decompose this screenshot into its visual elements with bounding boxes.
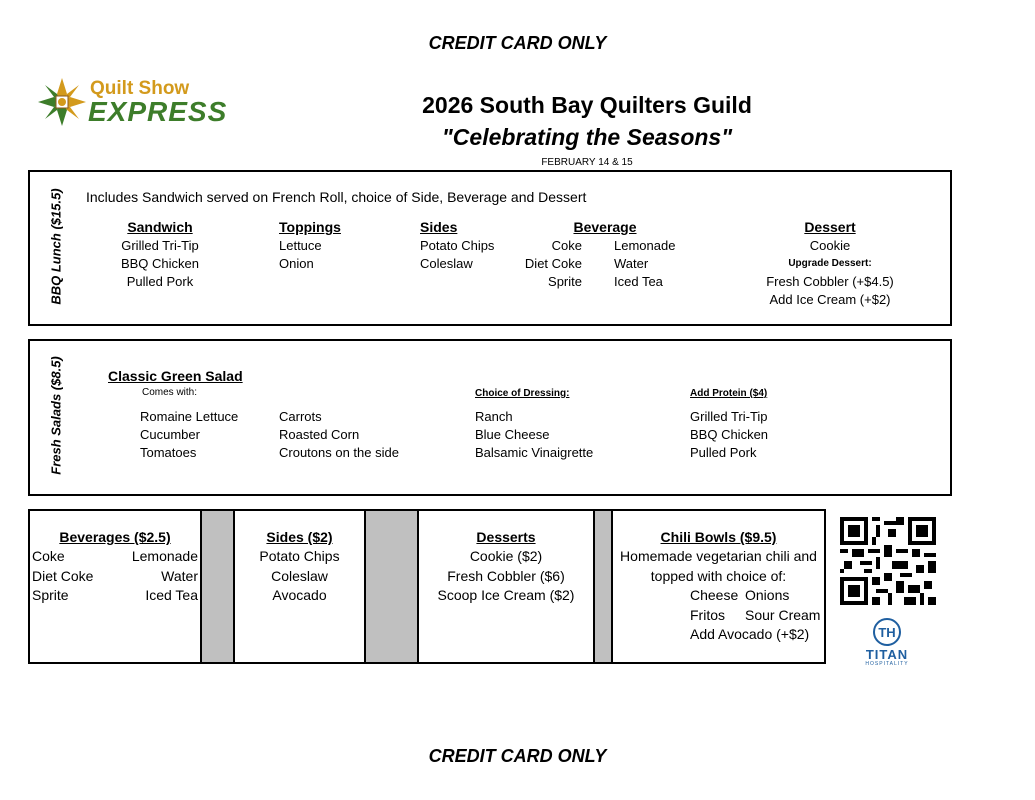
sides-header: Sides xyxy=(420,219,458,235)
chili-topping: Onions xyxy=(745,587,790,603)
sides-item: Potato Chips xyxy=(420,238,495,253)
credit-card-only-bottom: CREDIT CARD ONLY xyxy=(428,746,607,766)
fresh-salads-section xyxy=(28,339,952,496)
dessert-header: Dessert xyxy=(804,219,856,235)
logo-text-express: EXPRESS xyxy=(88,96,228,127)
sandwich-item: BBQ Chicken xyxy=(120,256,200,271)
sandwich-header: Sandwich xyxy=(127,219,193,235)
titan-tagline: HOSPITALITY xyxy=(865,661,909,667)
beverage-item: Coke xyxy=(32,548,65,564)
beverage-item: Sprite xyxy=(548,274,582,289)
chili-bowls-header: Chili Bowls ($9.5) xyxy=(660,529,777,545)
beverages-header: Beverages ($2.5) xyxy=(59,529,171,545)
protein-item: BBQ Chicken xyxy=(690,427,769,442)
dessert-item: Scoop Ice Cream ($2) xyxy=(437,587,575,603)
beverage-item: Iced Tea xyxy=(614,274,663,289)
beverage-item: Water xyxy=(614,256,649,271)
comes-with-label: Comes with: xyxy=(142,387,198,398)
dressing-item: Blue Cheese xyxy=(475,427,550,442)
beverage-header: Beverage xyxy=(573,219,637,235)
titan-emblem-icon xyxy=(870,617,904,647)
divider-bar xyxy=(200,511,235,662)
chili-topping: Sour Cream xyxy=(745,607,821,623)
toppings-item: Onion xyxy=(279,256,314,271)
event-subtitle: "Celebrating the Seasons" xyxy=(441,124,733,150)
dessert-upgrade: Fresh Cobbler (+$4.5) xyxy=(766,274,894,289)
event-date: FEBRUARY 14 & 15 xyxy=(541,157,633,168)
side-item: Coleslaw xyxy=(271,568,328,584)
dessert-upgrade: Add Ice Cream (+$2) xyxy=(769,292,891,307)
chili-topping: Cheese xyxy=(690,587,739,603)
beverage-item: Lemonade xyxy=(614,238,676,253)
salad-ingredient: Roasted Corn xyxy=(279,427,360,442)
sandwich-item: Grilled Tri-Tip xyxy=(121,238,199,253)
beverage-item: Diet Coke xyxy=(524,256,582,271)
bbq-lunch-section xyxy=(28,170,952,326)
event-title: 2026 South Bay Quilters Guild xyxy=(422,92,752,118)
qr-code-icon[interactable] xyxy=(840,517,936,605)
chili-topping: Fritos xyxy=(690,607,725,623)
beverage-item: Diet Coke xyxy=(32,568,94,584)
chili-topping: Add Avocado (+$2) xyxy=(690,626,810,642)
beverage-item: Sprite xyxy=(32,587,69,603)
desserts-header: Desserts xyxy=(476,529,536,545)
quilt-star-icon xyxy=(36,76,88,128)
dressing-item: Ranch xyxy=(475,409,513,424)
sides-a-la-carte-header: Sides ($2) xyxy=(266,529,333,545)
toppings-item: Lettuce xyxy=(279,238,322,253)
beverage-item: Iced Tea xyxy=(145,587,198,603)
salad-ingredient: Croutons on the side xyxy=(279,445,399,460)
chili-description: topped with choice of: xyxy=(650,568,787,584)
beverage-item: Lemonade xyxy=(131,548,198,564)
logo-text-quilt-show: Quilt Show xyxy=(90,78,190,99)
salad-ingredient: Cucumber xyxy=(140,427,200,442)
quilt-show-express-logo xyxy=(36,76,228,130)
dessert-item: Cookie xyxy=(809,238,851,253)
dessert-item: Fresh Cobbler ($6) xyxy=(447,568,565,584)
titan-hospitality-logo xyxy=(852,617,922,667)
upgrade-dessert-label: Upgrade Dessert: xyxy=(788,258,872,269)
dressing-header: Choice of Dressing: xyxy=(475,388,570,399)
beverage-item: Water xyxy=(161,568,198,584)
titan-name: TITAN xyxy=(865,647,909,662)
titan-emblem-letters: TH xyxy=(878,625,896,640)
credit-card-only-top: CREDIT CARD ONLY xyxy=(428,33,607,53)
a-la-carte-section xyxy=(28,509,826,664)
protein-item: Pulled Pork xyxy=(690,445,757,460)
chili-description: Homemade vegetarian chili and xyxy=(620,548,817,564)
protein-header: Add Protein ($4) xyxy=(690,388,768,399)
sides-item: Coleslaw xyxy=(420,256,473,271)
salad-ingredient: Tomatoes xyxy=(140,445,197,460)
divider-bar xyxy=(593,511,613,662)
dressing-item: Balsamic Vinaigrette xyxy=(475,445,594,460)
bbq-lunch-label: BBQ Lunch ($15.5) xyxy=(48,188,64,305)
fresh-salads-label: Fresh Salads ($8.5) xyxy=(48,356,64,475)
classic-green-salad-header: Classic Green Salad xyxy=(108,368,243,384)
divider-bar xyxy=(364,511,419,662)
side-item: Potato Chips xyxy=(259,548,340,564)
dessert-item: Cookie ($2) xyxy=(469,548,543,564)
sandwich-item: Pulled Pork xyxy=(126,274,194,289)
protein-item: Grilled Tri-Tip xyxy=(690,409,768,424)
toppings-header: Toppings xyxy=(279,219,341,235)
salad-ingredient: Romaine Lettuce xyxy=(140,409,239,424)
beverage-item: Coke xyxy=(551,238,582,253)
side-item: Avocado xyxy=(272,587,327,603)
salad-ingredient: Carrots xyxy=(279,409,322,424)
bbq-intro: Includes Sandwich served on French Roll, choice of Side, Beverage and Dessert xyxy=(86,189,587,205)
